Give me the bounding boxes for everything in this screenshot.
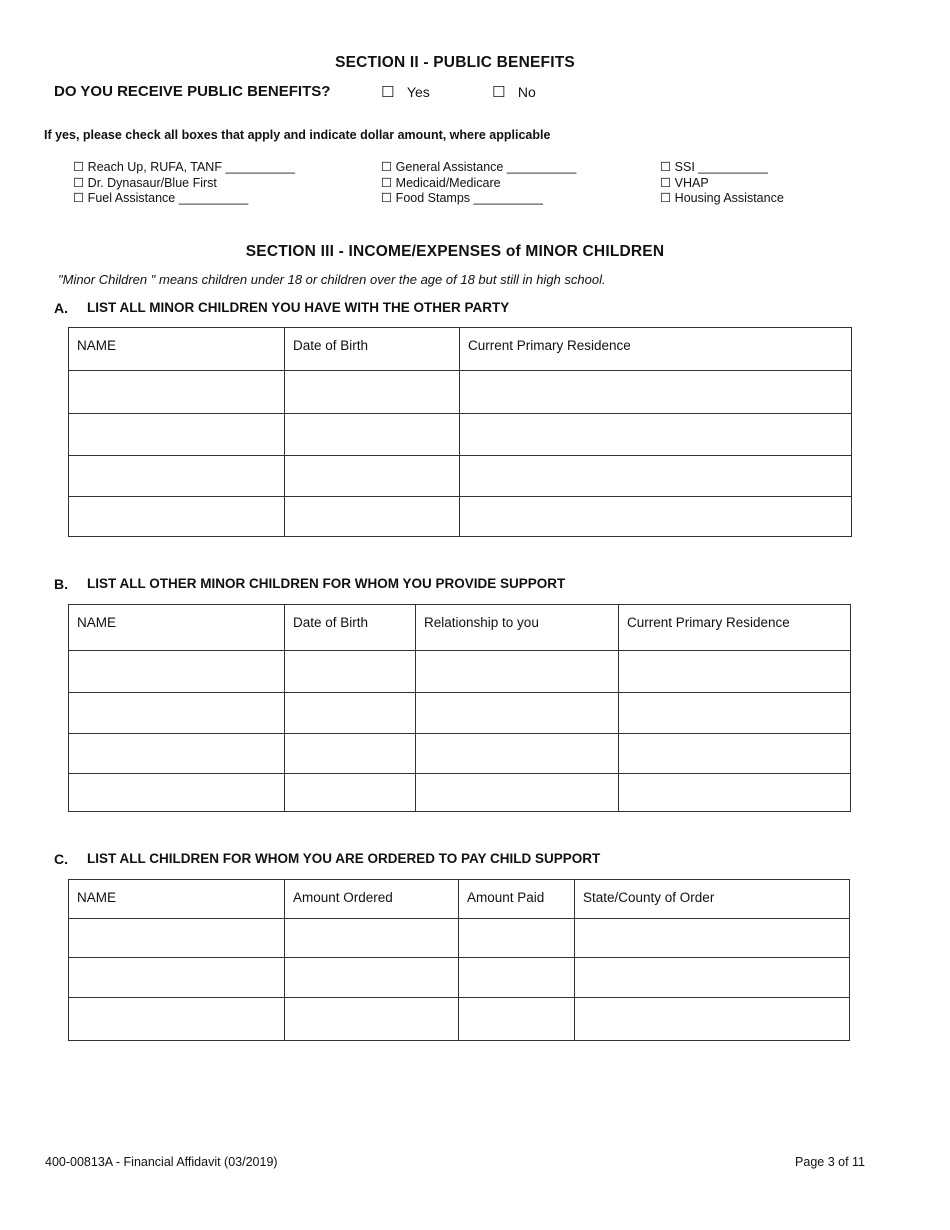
footer-form-id: 400-00813A - Financial Affidavit (03/2019) xyxy=(45,1155,278,1169)
table-cell[interactable] xyxy=(69,456,285,497)
table-row xyxy=(69,734,851,774)
table-cell[interactable] xyxy=(460,497,852,537)
benefit-fuel-assistance[interactable]: ☐ Fuel Assistance __________ xyxy=(73,191,249,205)
minor-children-definition: "Minor Children " means children under 18 or children over the age of 18 but still in high school. xyxy=(58,272,606,287)
col-header-residence: Current Primary Residence xyxy=(619,605,851,651)
col-header-dob: Date of Birth xyxy=(285,605,416,651)
footer-page-number: Page 3 of 11 xyxy=(795,1155,865,1169)
table-cell[interactable] xyxy=(69,998,285,1041)
table-row xyxy=(69,371,852,414)
table-cell[interactable] xyxy=(285,651,416,693)
table-row xyxy=(69,414,852,456)
benefit-vhap[interactable]: ☐ VHAP xyxy=(660,175,709,190)
table-cell[interactable] xyxy=(459,919,575,958)
table-cell[interactable] xyxy=(460,456,852,497)
table-cell[interactable] xyxy=(285,734,416,774)
benefit-housing-assistance[interactable]: ☐ Housing Assistance xyxy=(660,191,784,205)
table-cell[interactable] xyxy=(459,958,575,998)
table-cell[interactable] xyxy=(69,497,285,537)
table-row xyxy=(69,774,851,812)
table-cell[interactable] xyxy=(69,693,285,734)
section-2-title: SECTION II - PUBLIC BENEFITS xyxy=(335,54,575,71)
table-cell[interactable] xyxy=(69,958,285,998)
public-benefits-question: DO YOU RECEIVE PUBLIC BENEFITS? xyxy=(54,83,331,100)
benefit-general-assistance[interactable]: ☐ General Assistance __________ xyxy=(381,160,577,174)
section-3-title: SECTION III - INCOME/EXPENSES of MINOR CHILDREN xyxy=(245,243,665,260)
table-cell[interactable] xyxy=(416,774,619,812)
part-b-heading: LIST ALL OTHER MINOR CHILDREN FOR WHOM YOU PROVIDE SUPPORT xyxy=(87,576,566,591)
col-header-name: NAME xyxy=(69,605,285,651)
yes-label: Yes xyxy=(406,84,430,100)
benefit-medicaid[interactable]: ☐ Medicaid/Medicare xyxy=(381,175,501,190)
part-c-heading: LIST ALL CHILDREN FOR WHOM YOU ARE ORDERED TO PAY CHILD SUPPORT xyxy=(87,851,601,866)
part-c-letter: C. xyxy=(54,851,68,867)
table-cell[interactable] xyxy=(69,414,285,456)
table-cell[interactable] xyxy=(575,998,850,1041)
table-cell[interactable] xyxy=(285,774,416,812)
col-header-residence: Current Primary Residence xyxy=(460,328,852,371)
benefits-column-3 xyxy=(660,160,784,207)
table-header-row xyxy=(69,328,852,371)
table-cell[interactable] xyxy=(69,734,285,774)
table-cell[interactable] xyxy=(285,958,459,998)
table-row xyxy=(69,693,851,734)
table-cell[interactable] xyxy=(69,371,285,414)
table-cell[interactable] xyxy=(460,414,852,456)
table-cell[interactable] xyxy=(619,693,851,734)
table-cell[interactable] xyxy=(285,998,459,1041)
table-cell[interactable] xyxy=(285,497,460,537)
part-a-heading: LIST ALL MINOR CHILDREN YOU HAVE WITH THE OTHER PARTY xyxy=(87,300,510,315)
no-checkbox[interactable]: ☐ xyxy=(492,84,506,101)
table-cell[interactable] xyxy=(285,414,460,456)
table-row xyxy=(69,456,852,497)
table-cell[interactable] xyxy=(416,734,619,774)
table-cell[interactable] xyxy=(619,774,851,812)
benefit-ssi[interactable]: ☐ SSI __________ xyxy=(660,160,768,174)
benefit-dr-dynasaur[interactable]: ☐ Dr. Dynasaur/Blue First xyxy=(73,175,217,190)
benefits-column-2 xyxy=(381,160,576,207)
benefit-food-stamps[interactable]: ☐ Food Stamps __________ xyxy=(381,191,544,205)
benefits-instruction: If yes, please check all boxes that apply and indicate dollar amount, where applicable xyxy=(44,128,551,142)
table-row xyxy=(69,919,850,958)
table-cell[interactable] xyxy=(459,998,575,1041)
table-other-children xyxy=(68,604,851,812)
col-header-name: NAME xyxy=(69,880,285,919)
part-b-letter: B. xyxy=(54,576,68,592)
table-cell[interactable] xyxy=(69,774,285,812)
col-header-amount-paid: Amount Paid xyxy=(459,880,575,919)
table-cell[interactable] xyxy=(619,651,851,693)
table-row xyxy=(69,958,850,998)
table-header-row xyxy=(69,880,850,919)
col-header-dob: Date of Birth xyxy=(285,328,460,371)
table-cell[interactable] xyxy=(416,693,619,734)
col-header-state-county: State/County of Order xyxy=(575,880,850,919)
col-header-relationship: Relationship to you xyxy=(416,605,619,651)
table-row xyxy=(69,497,852,537)
no-option[interactable] xyxy=(492,83,536,102)
benefits-column-1 xyxy=(73,160,295,207)
table-minor-children xyxy=(68,327,852,537)
yes-option[interactable] xyxy=(381,83,430,102)
table-cell[interactable] xyxy=(460,371,852,414)
table-cell[interactable] xyxy=(619,734,851,774)
no-label: No xyxy=(517,84,536,100)
col-header-name: NAME xyxy=(69,328,285,371)
table-cell[interactable] xyxy=(69,651,285,693)
col-header-amount-ordered: Amount Ordered xyxy=(285,880,459,919)
table-ordered-support xyxy=(68,879,850,1041)
table-cell[interactable] xyxy=(285,919,459,958)
table-cell[interactable] xyxy=(285,693,416,734)
table-cell[interactable] xyxy=(416,651,619,693)
part-a-letter: A. xyxy=(54,300,68,316)
benefit-reach-up[interactable]: ☐ Reach Up, RUFA, TANF __________ xyxy=(73,160,295,174)
table-cell[interactable] xyxy=(69,919,285,958)
table-cell[interactable] xyxy=(575,958,850,998)
table-cell[interactable] xyxy=(285,371,460,414)
table-header-row xyxy=(69,605,851,651)
table-row xyxy=(69,651,851,693)
table-row xyxy=(69,998,850,1041)
table-cell[interactable] xyxy=(575,919,850,958)
table-cell[interactable] xyxy=(285,456,460,497)
yes-checkbox[interactable]: ☐ xyxy=(381,84,395,101)
